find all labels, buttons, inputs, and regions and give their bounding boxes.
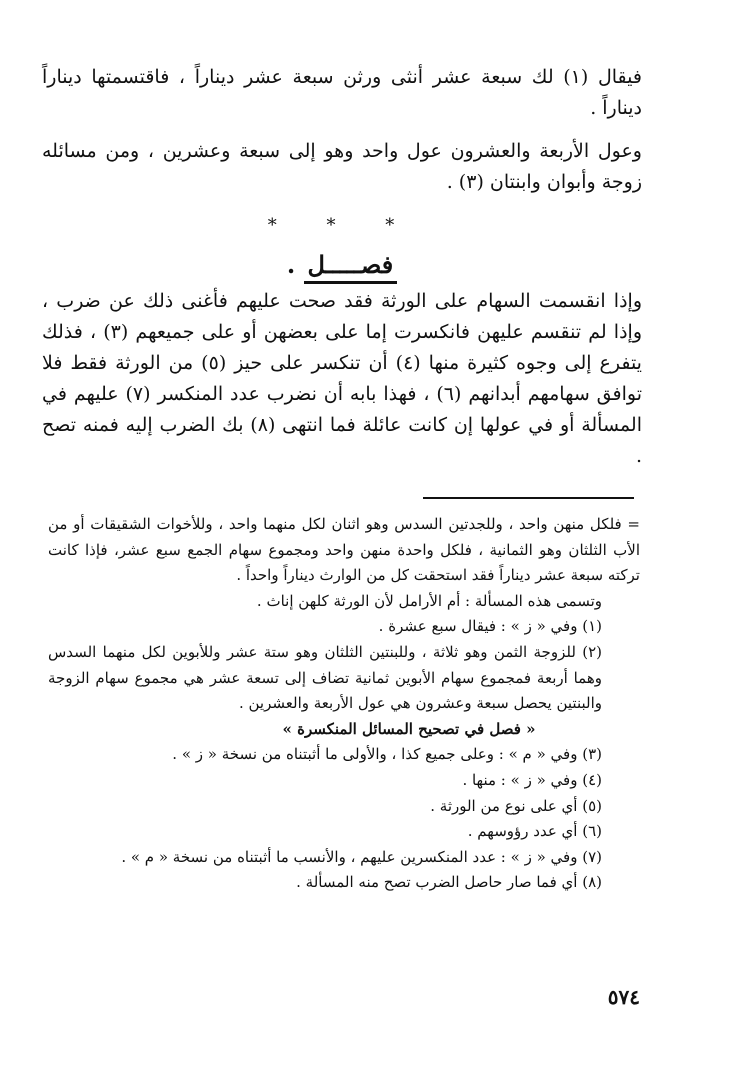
paragraph-inheritance-example: فيقال (١) لك سبعة عشر أنثى ورثن سبعة عشر ديناراً ، فاقتسمتها ديناراً ديناراً .	[42, 66, 642, 119]
main-text	[42, 62, 642, 472]
section-heading-tail: .	[286, 250, 304, 279]
footnote-separator-rule	[423, 497, 634, 499]
section-heading	[42, 246, 642, 286]
footnote-subheading: « فصل في تصحيح المسائل المنكسرة »	[282, 719, 536, 738]
paragraph-correction-rules: وإذا انقسمت السهام على الورثة فقد صحت عليهم فأغنى ذلك عن ضرب ، وإذا لم تنقسم عليهن فانكسرت إما على بعضهن أو على جميعهم (٣) ، فذلك يتفرع إلى وجوه كثيرة منها (٤) أن تنكسر على حيز (٥) من الورثة فقط فلا توافق سهامهم أبدانهم (٦) ، فهذا بابه أن نضرب عدد المنكسر (٧) عليهم في المسألة أو في عولها إن كانت عائلة فما انتهى (٨) بك الضرب إليه فمنه تصح .	[42, 290, 642, 467]
footnote-3: (٣) وفي « م » : وعلى جميع كذا ، والأولى ما أثبتناه من نسخة « ز » .	[172, 745, 602, 764]
section-separator-stars: * * *	[267, 215, 417, 236]
page-number: ٥٧٤	[607, 985, 640, 1009]
footnote-naming: وتسمى هذه المسألة : أم الأرامل لأن الورثة كلهن إناث .	[256, 591, 602, 610]
section-heading-word: فصـــــل	[304, 250, 398, 284]
footnote-6: (٦) أي عدد رؤوسهم .	[467, 822, 602, 841]
footnote-continuation: = فلكل منهن واحد ، وللجدتين السدس وهو اثنان لكل منهما واحد ، وللأخوات الشقيقات أو من الأب الثلثان وهو الثمانية ، فلكل واحدة منهن واحد ومجموع سهام الجمع سبع عشر، فإذا كانت تركته سبعة عشر ديناراً فقد استحقت كل من الوارث ديناراً واحداً .	[48, 515, 640, 585]
footnote-5: (٥) أي على نوع من الورثة .	[430, 796, 602, 815]
footnote-1: (١) وفي « ز » : فيقال سبع عشرة .	[378, 617, 602, 636]
footnote-7: (٧) وفي « ز » : عدد المنكسرين عليهم ، والأنسب ما أثبتناه من نسخة « م » .	[121, 847, 602, 866]
footnote-8: (٨) أي فما صار حاصل الضرب تصح منه المسألة .	[296, 873, 602, 892]
footnote-2: (٢) للزوجة الثمن وهو ثلاثة ، وللبنتين الثلثان وهو ستة عشر وللأبوين لكل منهما السدس وهما أربعة فمجموع سهام الأبوين ثمانية تضاف إلى تسعة عشر هي مجموع سهام الزوجة والبنتين يحصل سبعة وعشرون هي عول الأربعة والعشرين .	[48, 642, 602, 713]
footnotes	[48, 512, 640, 896]
paragraph-awl-27: وعول الأربعة والعشرون عول واحد وهو إلى سبعة وعشرين ، ومن مسائله زوجة وأبوان وابنتان (٣) .	[42, 140, 642, 193]
footnote-4: (٤) وفي « ز » : منها .	[462, 770, 602, 789]
